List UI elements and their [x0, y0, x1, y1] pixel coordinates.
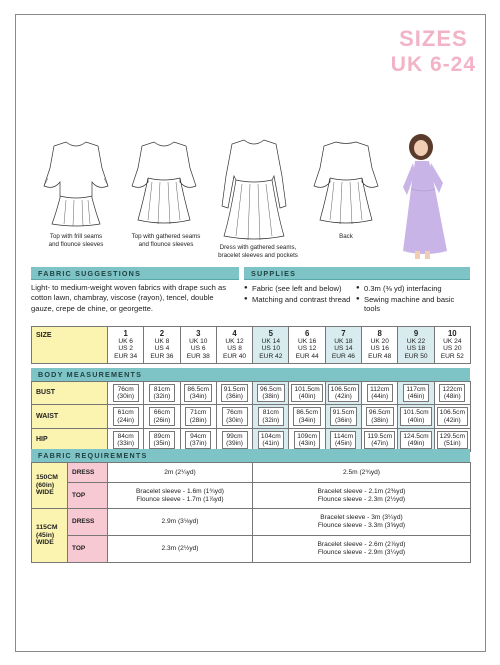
supplies-item: ● Fabric (see left and below) [244, 284, 354, 294]
measurement-cell [289, 382, 325, 405]
size-column: 7 UK 18 US 14 EUR 46 [325, 327, 361, 364]
measurement-row [32, 405, 471, 428]
measurement-cell [216, 405, 252, 428]
size-column: 9 UK 22 US 18 EUR 50 [398, 327, 434, 364]
fabric-suggestions-heading: FABRIC SUGGESTIONS [31, 267, 239, 280]
measurement-cell [253, 405, 289, 428]
sizes-title-line2: UK 6-24 [390, 53, 476, 76]
measurement-value: 71cm (28in) [185, 407, 211, 425]
garment-illustration-back [306, 138, 386, 230]
fabric-amount: Bracelet sleeve - 3m (3¼yd) Flounce sleeve - 3.3m (3⅝yd) [253, 509, 471, 536]
size-row [32, 327, 471, 364]
measurement-value: 96.5cm (38in) [257, 384, 285, 402]
measurement-value: 89cm (35in) [149, 431, 175, 449]
measurement-value: 94cm (37in) [185, 431, 211, 449]
garment-caption-4 [326, 233, 366, 241]
size-label: SIZE [32, 327, 108, 364]
fabric-amount: Bracelet sleeve - 2.1m (2⅜yd) Flounce sleeve - 2.3m (2½yd) [253, 483, 471, 509]
caption-line: bracelet sleeves and pockets [218, 251, 298, 259]
measurement-cell [398, 405, 434, 428]
measurement-cell [325, 382, 361, 405]
measurement-value: 101.5cm (40in) [400, 407, 431, 425]
model-photo [395, 133, 461, 263]
caption-line: and flounce sleeves [138, 240, 194, 248]
measurement-cell [434, 405, 470, 428]
garment-illustration-frill-top [36, 138, 116, 230]
sizes-title [391, 26, 476, 78]
size-column: 1 UK 6 US 2 EUR 34 [108, 327, 144, 364]
size-column: 8 UK 20 US 16 EUR 48 [362, 327, 398, 364]
measurement-cell [398, 382, 434, 405]
measurement-cell [289, 405, 325, 428]
measurement-value: 91.5cm (36in) [330, 407, 358, 425]
measurement-value: 99cm (39in) [222, 431, 248, 449]
size-table [31, 326, 471, 364]
measurement-value: 86.5cm (34in) [184, 384, 212, 402]
measurement-value: 76cm (30in) [222, 407, 248, 425]
fabric-amount: 2m (2¼yd) [108, 463, 253, 483]
fabric-width-label: 150CM (60in) WIDE [32, 463, 68, 509]
supplies-heading: SUPPLIES [244, 267, 470, 280]
measurement-value: 104cm (41in) [258, 431, 284, 449]
garment-type-label: DRESS [68, 463, 108, 483]
measurement-value: 86.5cm (34in) [293, 407, 321, 425]
fabric-width-label: 115CM (45in) WIDE [32, 509, 68, 563]
caption-line: Back [339, 233, 353, 240]
measurement-value: 91.5cm (36in) [221, 384, 249, 402]
garment-caption-2 [118, 233, 214, 248]
body-measurements-heading: BODY MEASUREMENTS [31, 368, 470, 381]
fabric-row [32, 536, 471, 563]
measurement-cell [180, 382, 216, 405]
sizes-title-line1: SIZES [399, 26, 468, 51]
measurement-value: 66cm (26in) [149, 407, 175, 425]
supplies-list-left [244, 284, 354, 305]
measurement-value: 129.5cm (51in) [437, 431, 468, 449]
size-column: 5 UK 14 US 10 EUR 42 [253, 327, 289, 364]
supplies-item: ● Matching and contrast thread [244, 295, 354, 305]
measurement-value: 61cm (24in) [113, 407, 139, 425]
garment-type-label: DRESS [68, 509, 108, 536]
size-column: 4 UK 12 US 8 EUR 40 [216, 327, 252, 364]
measurement-value: 96.5cm (38in) [366, 407, 394, 425]
measurement-value: 101.5cm (40in) [291, 384, 322, 402]
garment-type-label: TOP [68, 483, 108, 509]
garment-illustration-gathered-top [124, 138, 204, 230]
measurement-value: 81cm (32in) [258, 407, 284, 425]
measurement-cell [144, 405, 180, 428]
measurement-value: 119.5cm (47in) [364, 431, 395, 449]
fabric-amount: 2.9m (3⅛yd) [108, 509, 253, 536]
measurement-cell [216, 382, 252, 405]
measurement-value: 117cm (46in) [403, 384, 429, 402]
measurement-row [32, 382, 471, 405]
body-measurements-table [31, 381, 471, 452]
caption-line: and flounce sleeves [48, 240, 104, 248]
measurement-value: 109cm (43in) [294, 431, 320, 449]
measurement-label: WAIST [32, 405, 108, 428]
fabric-suggestions-text: Light- to medium-weight woven fabrics with drape such as cotton lawn, chambray, viscose (rayon), tencel, double gauze, crepe de chine, or georgette. [31, 283, 226, 313]
garment-illustration-dress [212, 136, 296, 242]
garment-caption-3 [208, 244, 308, 259]
measurement-value: 84cm (33in) [113, 431, 139, 449]
supplies-list-right [356, 284, 468, 315]
measurement-cell [325, 405, 361, 428]
fabric-row [32, 483, 471, 509]
measurement-cell [362, 405, 398, 428]
size-column: 10 UK 24 US 20 EUR 52 [434, 327, 470, 364]
fabric-amount: Bracelet sleeve - 2.6m (2⅞yd) Flounce sleeve - 2.9m (3¼yd) [253, 536, 471, 563]
measurement-cell [108, 382, 144, 405]
size-column: 6 UK 16 US 12 EUR 44 [289, 327, 325, 364]
garment-type-label: TOP [68, 536, 108, 563]
size-column: 3 UK 10 US 6 EUR 38 [180, 327, 216, 364]
supplies-item: ● 0.3m (⅜ yd) interfacing [356, 284, 468, 294]
measurement-value: 81cm (32in) [149, 384, 175, 402]
fabric-requirements-heading: FABRIC REQUIREMENTS [31, 449, 470, 462]
measurement-cell [362, 382, 398, 405]
measurement-value: 106.5cm (42in) [328, 384, 359, 402]
size-column: 2 UK 8 US 4 EUR 36 [144, 327, 180, 364]
measurement-label: HIP [32, 428, 108, 451]
measurement-cell [108, 405, 144, 428]
measurement-cell [144, 382, 180, 405]
caption-line: Top with frill seams [49, 233, 103, 240]
fabric-amount: 2.3m (2½yd) [108, 536, 253, 563]
garment-caption-1 [30, 233, 122, 248]
measurement-value: 124.5cm (49in) [400, 431, 431, 449]
measurement-value: 122cm (48in) [439, 384, 465, 402]
measurement-cell [180, 405, 216, 428]
fabric-amount: Bracelet sleeve - 1.6m (1¾yd) Flounce sleeve - 1.7m (1⅞yd) [108, 483, 253, 509]
measurement-value: 112cm (44in) [367, 384, 393, 402]
fabric-amount: 2.5m (2¾yd) [253, 463, 471, 483]
measurement-cell [253, 382, 289, 405]
measurement-value: 114cm (45in) [330, 431, 356, 449]
measurement-cell [434, 382, 470, 405]
supplies-item: ● Sewing machine and basic tools [356, 295, 468, 314]
fabric-row [32, 509, 471, 536]
measurement-value: 76cm (30in) [113, 384, 139, 402]
caption-line: Top with gathered seams [131, 233, 201, 240]
measurement-value: 106.5cm (42in) [437, 407, 468, 425]
fabric-requirements-table [31, 462, 471, 563]
measurement-label: BUST [32, 382, 108, 405]
fabric-row [32, 463, 471, 483]
caption-line: Dress with gathered seams, [219, 244, 297, 251]
